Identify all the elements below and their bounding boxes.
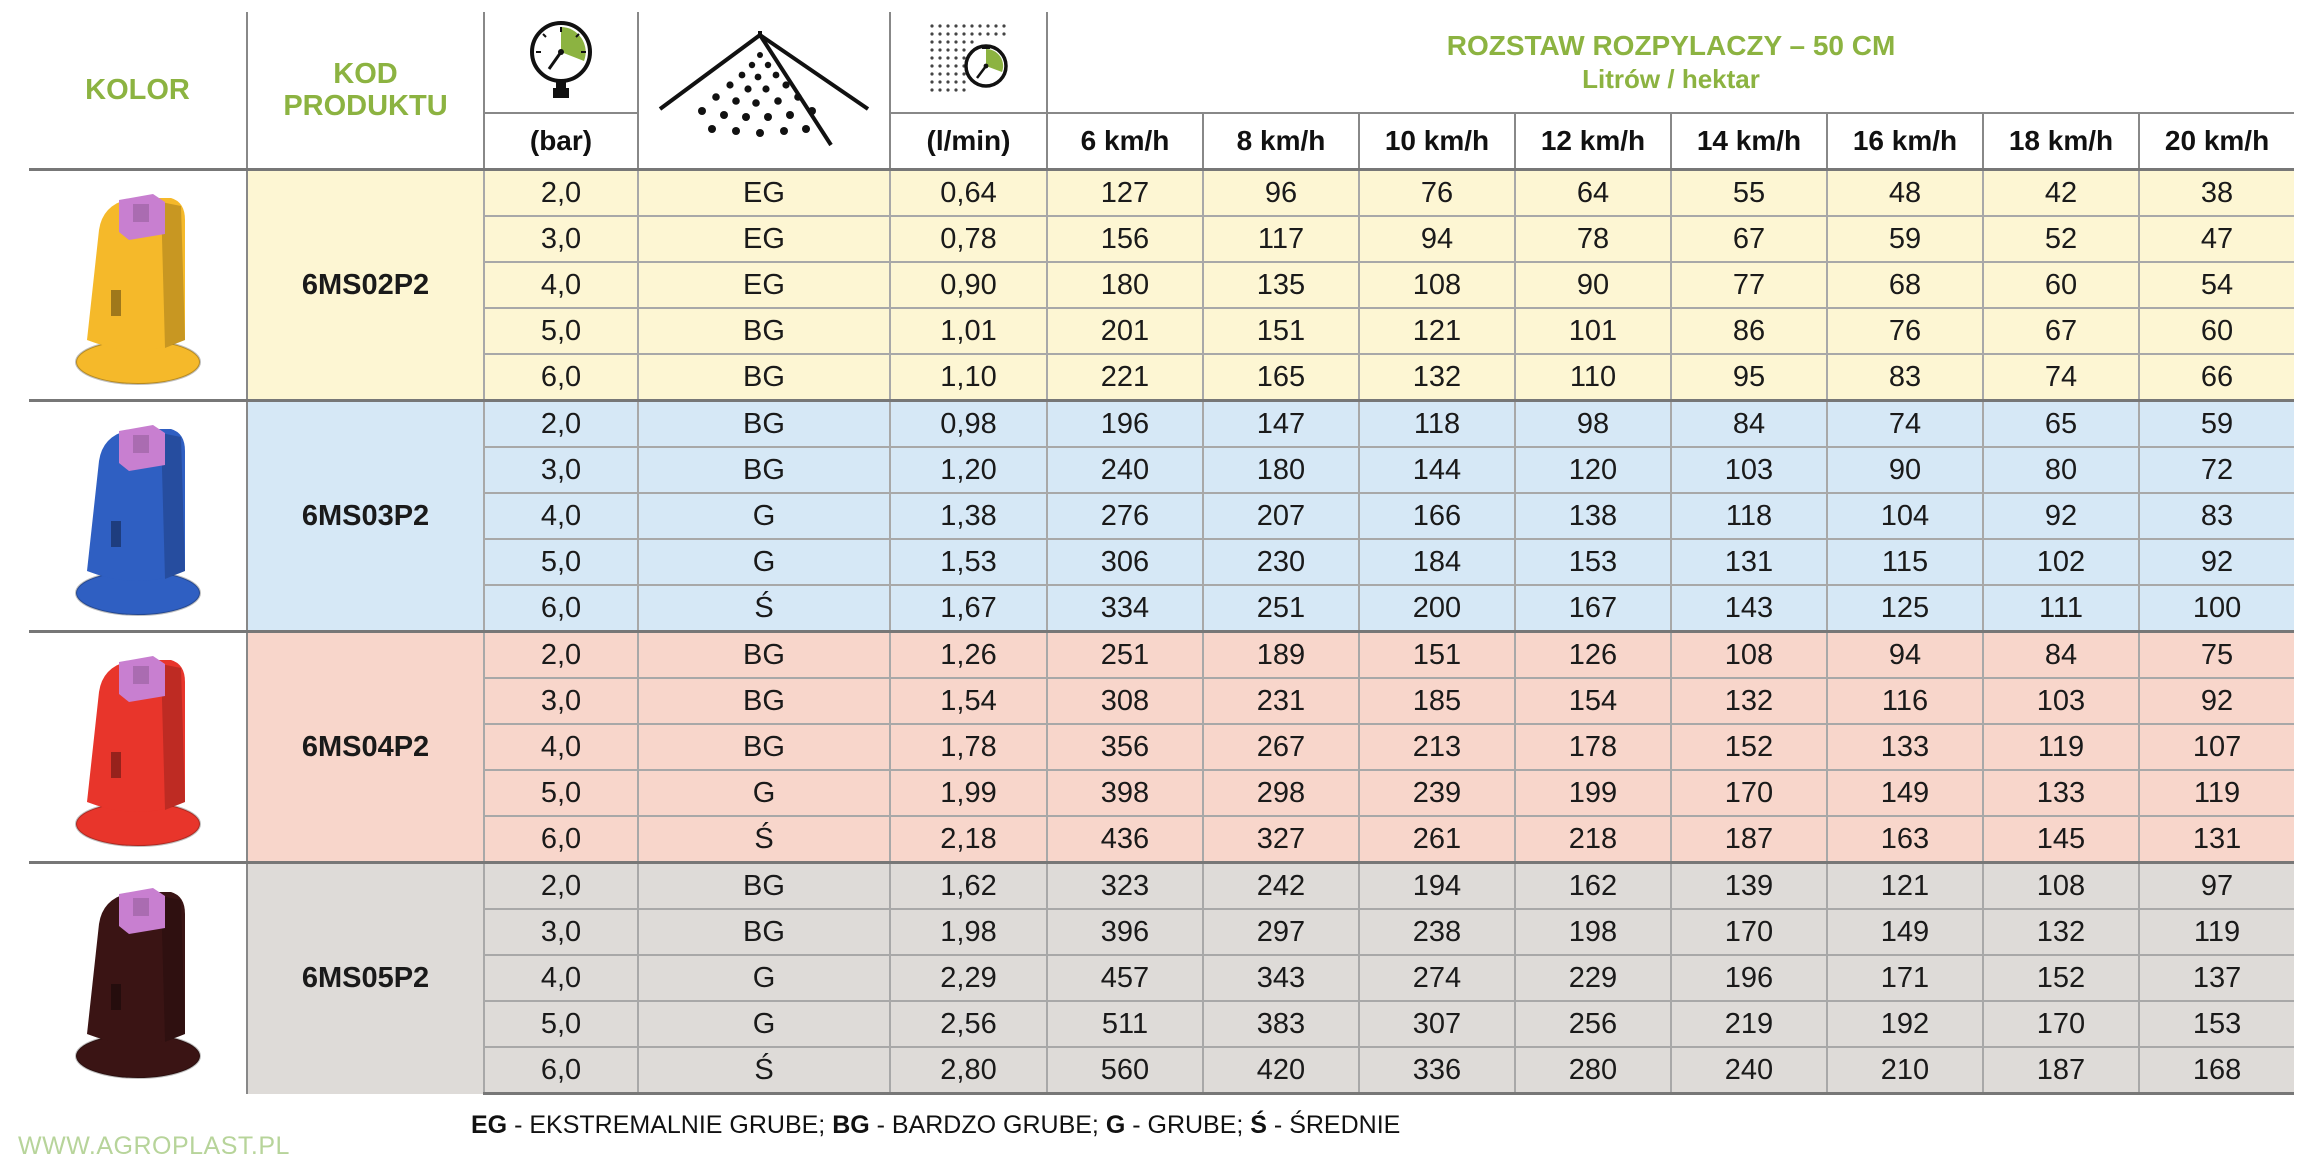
flow-gauge-icon xyxy=(928,22,1010,98)
flow-rate-cell: 1,99 xyxy=(890,770,1047,816)
droplet-size-cell: BG xyxy=(638,724,890,770)
pressure-cell: 2,0 xyxy=(484,632,638,679)
application-rate-cell: 240 xyxy=(1047,447,1203,493)
table-row xyxy=(29,632,2294,679)
droplet-size-cell: G xyxy=(638,770,890,816)
spec-table xyxy=(29,12,2294,1095)
droplet-size-cell: Ś xyxy=(638,1047,890,1094)
pressure-gauge-icon xyxy=(528,19,594,101)
application-rate-cell: 256 xyxy=(1515,1001,1671,1047)
application-rate-cell: 147 xyxy=(1203,401,1359,448)
application-rate-cell: 187 xyxy=(1983,1047,2139,1094)
application-rate-cell: 47 xyxy=(2139,216,2294,262)
application-rate-cell: 152 xyxy=(1671,724,1827,770)
application-rate-cell: 121 xyxy=(1827,863,1983,910)
spray-pattern-icon xyxy=(656,27,872,149)
application-rate-cell: 276 xyxy=(1047,493,1203,539)
application-rate-cell: 104 xyxy=(1827,493,1983,539)
pressure-cell: 5,0 xyxy=(484,770,638,816)
application-rate-cell: 189 xyxy=(1203,632,1359,679)
application-rate-cell: 94 xyxy=(1359,216,1515,262)
application-rate-cell: 115 xyxy=(1827,539,1983,585)
legend-text: - ŚREDNIE xyxy=(1266,1111,1401,1139)
legend-abbr: Ś xyxy=(1250,1111,1267,1139)
droplet-size-cell: BG xyxy=(638,909,890,955)
application-rate-cell: 139 xyxy=(1671,863,1827,910)
application-rate-cell: 184 xyxy=(1359,539,1515,585)
application-rate-cell: 48 xyxy=(1827,170,1983,217)
application-rate-cell: 120 xyxy=(1515,447,1671,493)
application-rate-cell: 383 xyxy=(1203,1001,1359,1047)
application-rate-cell: 103 xyxy=(1671,447,1827,493)
application-rate-cell: 267 xyxy=(1203,724,1359,770)
application-rate-cell: 95 xyxy=(1671,354,1827,401)
nozzle-icon xyxy=(73,874,203,1084)
application-rate-cell: 149 xyxy=(1827,909,1983,955)
pressure-cell: 6,0 xyxy=(484,354,638,401)
application-rate-cell: 121 xyxy=(1359,308,1515,354)
application-rate-cell: 156 xyxy=(1047,216,1203,262)
pressure-cell: 5,0 xyxy=(484,1001,638,1047)
pressure-cell: 5,0 xyxy=(484,308,638,354)
product-code: 6MS03P2 xyxy=(247,401,484,632)
application-rate-cell: 144 xyxy=(1359,447,1515,493)
droplet-size-cell: EG xyxy=(638,262,890,308)
application-rate-cell: 242 xyxy=(1203,863,1359,910)
application-rate-cell: 213 xyxy=(1359,724,1515,770)
application-rate-cell: 143 xyxy=(1671,585,1827,632)
table-row xyxy=(29,170,2294,217)
application-rate-cell: 76 xyxy=(1827,308,1983,354)
application-rate-cell: 100 xyxy=(2139,585,2294,632)
application-rate-cell: 239 xyxy=(1359,770,1515,816)
application-rate-cell: 171 xyxy=(1827,955,1983,1001)
flow-rate-cell: 1,01 xyxy=(890,308,1047,354)
pressure-cell: 4,0 xyxy=(484,724,638,770)
application-rate-cell: 59 xyxy=(2139,401,2294,448)
application-rate-cell: 420 xyxy=(1203,1047,1359,1094)
droplet-size-cell: G xyxy=(638,955,890,1001)
application-rate-cell: 108 xyxy=(1983,863,2139,910)
application-rate-cell: 210 xyxy=(1827,1047,1983,1094)
application-rate-cell: 298 xyxy=(1203,770,1359,816)
product-code: 6MS05P2 xyxy=(247,863,484,1094)
pressure-unit-header: (bar) xyxy=(484,113,638,170)
application-rate-cell: 90 xyxy=(1515,262,1671,308)
application-rate-cell: 167 xyxy=(1515,585,1671,632)
application-rate-cell: 80 xyxy=(1983,447,2139,493)
droplet-size-cell: BG xyxy=(638,308,890,354)
application-rate-cell: 343 xyxy=(1203,955,1359,1001)
nozzle-image-cell xyxy=(29,632,247,863)
flow-rate-cell: 2,18 xyxy=(890,816,1047,863)
application-rate-cell: 154 xyxy=(1515,678,1671,724)
website-watermark: WWW.AGROPLAST.PL xyxy=(18,1132,290,1160)
application-rate-cell: 170 xyxy=(1671,909,1827,955)
application-rate-cell: 84 xyxy=(1983,632,2139,679)
application-rate-cell: 119 xyxy=(2139,909,2294,955)
application-rate-cell: 60 xyxy=(1983,262,2139,308)
application-rate-cell: 306 xyxy=(1047,539,1203,585)
flow-rate-cell: 1,54 xyxy=(890,678,1047,724)
application-rate-cell: 436 xyxy=(1047,816,1203,863)
kolor-header: KOLOR xyxy=(29,12,247,170)
application-rate-cell: 83 xyxy=(2139,493,2294,539)
flow-icon-cell xyxy=(890,12,1047,113)
speed-header: 12 km/h xyxy=(1515,113,1671,170)
flow-rate-cell: 0,90 xyxy=(890,262,1047,308)
nozzle-icon xyxy=(73,411,203,621)
application-rate-cell: 131 xyxy=(2139,816,2294,863)
application-rate-cell: 149 xyxy=(1827,770,1983,816)
application-rate-cell: 97 xyxy=(2139,863,2294,910)
application-rate-cell: 66 xyxy=(2139,354,2294,401)
flow-rate-cell: 2,56 xyxy=(890,1001,1047,1047)
application-rate-cell: 323 xyxy=(1047,863,1203,910)
application-rate-cell: 116 xyxy=(1827,678,1983,724)
application-rate-cell: 64 xyxy=(1515,170,1671,217)
application-rate-cell: 74 xyxy=(1983,354,2139,401)
application-rate-cell: 117 xyxy=(1203,216,1359,262)
application-rate-cell: 86 xyxy=(1671,308,1827,354)
speed-header: 20 km/h xyxy=(2139,113,2294,170)
pressure-cell: 3,0 xyxy=(484,447,638,493)
application-rate-cell: 132 xyxy=(1359,354,1515,401)
application-rate-cell: 261 xyxy=(1359,816,1515,863)
speed-header: 6 km/h xyxy=(1047,113,1203,170)
pressure-cell: 6,0 xyxy=(484,1047,638,1094)
application-rate-cell: 110 xyxy=(1515,354,1671,401)
application-rate-cell: 90 xyxy=(1827,447,1983,493)
application-rate-cell: 74 xyxy=(1827,401,1983,448)
legend-text: - GRUBE; xyxy=(1125,1111,1251,1139)
speed-header: 14 km/h xyxy=(1671,113,1827,170)
droplet-size-cell: BG xyxy=(638,401,890,448)
application-rate-cell: 221 xyxy=(1047,354,1203,401)
application-rate-cell: 334 xyxy=(1047,585,1203,632)
flow-rate-cell: 1,10 xyxy=(890,354,1047,401)
application-rate-cell: 127 xyxy=(1047,170,1203,217)
legend-abbr: G xyxy=(1105,1111,1126,1139)
flow-rate-cell: 1,62 xyxy=(890,863,1047,910)
application-rate-cell: 229 xyxy=(1515,955,1671,1001)
application-rate-cell: 59 xyxy=(1827,216,1983,262)
flow-rate-cell: 1,78 xyxy=(890,724,1047,770)
pressure-cell: 4,0 xyxy=(484,493,638,539)
flow-rate-cell: 0,78 xyxy=(890,216,1047,262)
application-rate-cell: 75 xyxy=(2139,632,2294,679)
application-rate-cell: 151 xyxy=(1359,632,1515,679)
pressure-cell: 3,0 xyxy=(484,216,638,262)
application-rate-cell: 42 xyxy=(1983,170,2139,217)
application-rate-cell: 219 xyxy=(1671,1001,1827,1047)
application-rate-cell: 68 xyxy=(1827,262,1983,308)
application-rate-cell: 98 xyxy=(1515,401,1671,448)
application-rate-cell: 170 xyxy=(1671,770,1827,816)
nozzle-image-cell xyxy=(29,401,247,632)
nozzle-spec-sheet xyxy=(29,12,2294,1095)
speed-header: 10 km/h xyxy=(1359,113,1515,170)
application-rate-cell: 111 xyxy=(1983,585,2139,632)
pressure-cell: 3,0 xyxy=(484,678,638,724)
application-rate-cell: 307 xyxy=(1359,1001,1515,1047)
application-rate-cell: 138 xyxy=(1515,493,1671,539)
application-rate-cell: 274 xyxy=(1359,955,1515,1001)
application-rate-cell: 560 xyxy=(1047,1047,1203,1094)
spacing-header xyxy=(1047,12,2294,113)
application-rate-cell: 398 xyxy=(1047,770,1203,816)
flow-rate-cell: 1,98 xyxy=(890,909,1047,955)
table-row xyxy=(29,863,2294,910)
application-rate-cell: 308 xyxy=(1047,678,1203,724)
application-rate-cell: 67 xyxy=(1671,216,1827,262)
spec-table-body xyxy=(29,170,2294,1094)
droplet-size-cell: BG xyxy=(638,632,890,679)
application-rate-cell: 251 xyxy=(1047,632,1203,679)
application-rate-cell: 163 xyxy=(1827,816,1983,863)
flow-unit-header: (l/min) xyxy=(890,113,1047,170)
flow-rate-cell: 0,64 xyxy=(890,170,1047,217)
kod-produktu-header xyxy=(247,12,484,170)
application-rate-cell: 207 xyxy=(1203,493,1359,539)
nozzle-icon xyxy=(73,642,203,852)
flow-rate-cell: 1,26 xyxy=(890,632,1047,679)
application-rate-cell: 194 xyxy=(1359,863,1515,910)
application-rate-cell: 165 xyxy=(1203,354,1359,401)
pressure-cell: 2,0 xyxy=(484,401,638,448)
application-rate-cell: 280 xyxy=(1515,1047,1671,1094)
pressure-icon-cell xyxy=(484,12,638,113)
droplet-size-cell: EG xyxy=(638,170,890,217)
speed-header: 16 km/h xyxy=(1827,113,1983,170)
application-rate-cell: 76 xyxy=(1359,170,1515,217)
application-rate-cell: 198 xyxy=(1515,909,1671,955)
application-rate-cell: 231 xyxy=(1203,678,1359,724)
application-rate-cell: 103 xyxy=(1983,678,2139,724)
pressure-cell: 3,0 xyxy=(484,909,638,955)
product-code: 6MS02P2 xyxy=(247,170,484,401)
application-rate-cell: 196 xyxy=(1671,955,1827,1001)
droplet-size-cell: G xyxy=(638,1001,890,1047)
application-rate-cell: 102 xyxy=(1983,539,2139,585)
application-rate-cell: 336 xyxy=(1359,1047,1515,1094)
application-rate-cell: 54 xyxy=(2139,262,2294,308)
application-rate-cell: 180 xyxy=(1203,447,1359,493)
nozzle-image-cell xyxy=(29,170,247,401)
droplet-size-cell: BG xyxy=(638,354,890,401)
application-rate-cell: 166 xyxy=(1359,493,1515,539)
application-rate-cell: 511 xyxy=(1047,1001,1203,1047)
pressure-cell: 6,0 xyxy=(484,816,638,863)
droplet-size-cell: G xyxy=(638,493,890,539)
droplet-size-cell: Ś xyxy=(638,585,890,632)
application-rate-cell: 38 xyxy=(2139,170,2294,217)
application-rate-cell: 396 xyxy=(1047,909,1203,955)
application-rate-cell: 178 xyxy=(1515,724,1671,770)
application-rate-cell: 92 xyxy=(1983,493,2139,539)
application-rate-cell: 94 xyxy=(1827,632,1983,679)
application-rate-cell: 162 xyxy=(1515,863,1671,910)
application-rate-cell: 55 xyxy=(1671,170,1827,217)
legend-text: - EKSTREMALNIE GRUBE; xyxy=(507,1111,833,1139)
application-rate-cell: 92 xyxy=(2139,539,2294,585)
application-rate-cell: 137 xyxy=(2139,955,2294,1001)
application-rate-cell: 65 xyxy=(1983,401,2139,448)
application-rate-cell: 119 xyxy=(1983,724,2139,770)
application-rate-cell: 152 xyxy=(1983,955,2139,1001)
application-rate-cell: 168 xyxy=(2139,1047,2294,1094)
flow-rate-cell: 1,20 xyxy=(890,447,1047,493)
kod-header-line2: PRODUKTU xyxy=(283,90,448,122)
flow-rate-cell: 2,29 xyxy=(890,955,1047,1001)
pressure-cell: 4,0 xyxy=(484,955,638,1001)
application-rate-cell: 240 xyxy=(1671,1047,1827,1094)
droplet-size-cell: BG xyxy=(638,678,890,724)
droplet-size-cell: BG xyxy=(638,863,890,910)
nozzle-icon xyxy=(73,180,203,390)
speed-header: 18 km/h xyxy=(1983,113,2139,170)
flow-rate-cell: 1,53 xyxy=(890,539,1047,585)
application-rate-cell: 83 xyxy=(1827,354,1983,401)
application-rate-cell: 356 xyxy=(1047,724,1203,770)
application-rate-cell: 218 xyxy=(1515,816,1671,863)
application-rate-cell: 92 xyxy=(2139,678,2294,724)
nozzle-image-cell xyxy=(29,863,247,1094)
flow-rate-cell: 0,98 xyxy=(890,401,1047,448)
application-rate-cell: 153 xyxy=(2139,1001,2294,1047)
legend-text: - BARDZO GRUBE; xyxy=(869,1111,1106,1139)
application-rate-cell: 60 xyxy=(2139,308,2294,354)
droplet-size-cell: EG xyxy=(638,216,890,262)
application-rate-cell: 108 xyxy=(1359,262,1515,308)
spacing-subtitle: Litrów / hektar xyxy=(1582,64,1760,95)
droplet-size-cell: BG xyxy=(638,447,890,493)
application-rate-cell: 72 xyxy=(2139,447,2294,493)
application-rate-cell: 180 xyxy=(1047,262,1203,308)
legend-abbr: EG xyxy=(471,1111,508,1139)
speed-header: 8 km/h xyxy=(1203,113,1359,170)
application-rate-cell: 125 xyxy=(1827,585,1983,632)
pressure-cell: 2,0 xyxy=(484,170,638,217)
application-rate-cell: 251 xyxy=(1203,585,1359,632)
droplet-size-cell: G xyxy=(638,539,890,585)
application-rate-cell: 84 xyxy=(1671,401,1827,448)
application-rate-cell: 457 xyxy=(1047,955,1203,1001)
pressure-cell: 6,0 xyxy=(484,585,638,632)
application-rate-cell: 145 xyxy=(1983,816,2139,863)
application-rate-cell: 131 xyxy=(1671,539,1827,585)
application-rate-cell: 153 xyxy=(1515,539,1671,585)
application-rate-cell: 118 xyxy=(1671,493,1827,539)
flow-rate-cell: 1,67 xyxy=(890,585,1047,632)
pressure-cell: 5,0 xyxy=(484,539,638,585)
spacing-title: ROZSTAW ROZPYLACZY – 50 CM xyxy=(1446,29,1896,61)
application-rate-cell: 187 xyxy=(1671,816,1827,863)
application-rate-cell: 238 xyxy=(1359,909,1515,955)
application-rate-cell: 199 xyxy=(1515,770,1671,816)
droplet-size-legend xyxy=(471,1111,1400,1140)
application-rate-cell: 201 xyxy=(1047,308,1203,354)
application-rate-cell: 101 xyxy=(1515,308,1671,354)
application-rate-cell: 133 xyxy=(1827,724,1983,770)
application-rate-cell: 185 xyxy=(1359,678,1515,724)
application-rate-cell: 132 xyxy=(1671,678,1827,724)
spray-pattern-cell xyxy=(638,12,890,170)
application-rate-cell: 118 xyxy=(1359,401,1515,448)
application-rate-cell: 230 xyxy=(1203,539,1359,585)
application-rate-cell: 126 xyxy=(1515,632,1671,679)
pressure-cell: 4,0 xyxy=(484,262,638,308)
application-rate-cell: 107 xyxy=(2139,724,2294,770)
application-rate-cell: 96 xyxy=(1203,170,1359,217)
application-rate-cell: 67 xyxy=(1983,308,2139,354)
application-rate-cell: 52 xyxy=(1983,216,2139,262)
flow-rate-cell: 2,80 xyxy=(890,1047,1047,1094)
application-rate-cell: 77 xyxy=(1671,262,1827,308)
application-rate-cell: 196 xyxy=(1047,401,1203,448)
droplet-size-cell: Ś xyxy=(638,816,890,863)
application-rate-cell: 170 xyxy=(1983,1001,2139,1047)
kod-header-line1: KOD xyxy=(333,57,398,90)
application-rate-cell: 200 xyxy=(1359,585,1515,632)
application-rate-cell: 133 xyxy=(1983,770,2139,816)
table-row xyxy=(29,401,2294,448)
application-rate-cell: 192 xyxy=(1827,1001,1983,1047)
legend-abbr: BG xyxy=(832,1111,870,1139)
application-rate-cell: 151 xyxy=(1203,308,1359,354)
application-rate-cell: 119 xyxy=(2139,770,2294,816)
application-rate-cell: 78 xyxy=(1515,216,1671,262)
application-rate-cell: 327 xyxy=(1203,816,1359,863)
pressure-cell: 2,0 xyxy=(484,863,638,910)
application-rate-cell: 135 xyxy=(1203,262,1359,308)
application-rate-cell: 132 xyxy=(1983,909,2139,955)
application-rate-cell: 108 xyxy=(1671,632,1827,679)
flow-rate-cell: 1,38 xyxy=(890,493,1047,539)
application-rate-cell: 297 xyxy=(1203,909,1359,955)
product-code: 6MS04P2 xyxy=(247,632,484,863)
